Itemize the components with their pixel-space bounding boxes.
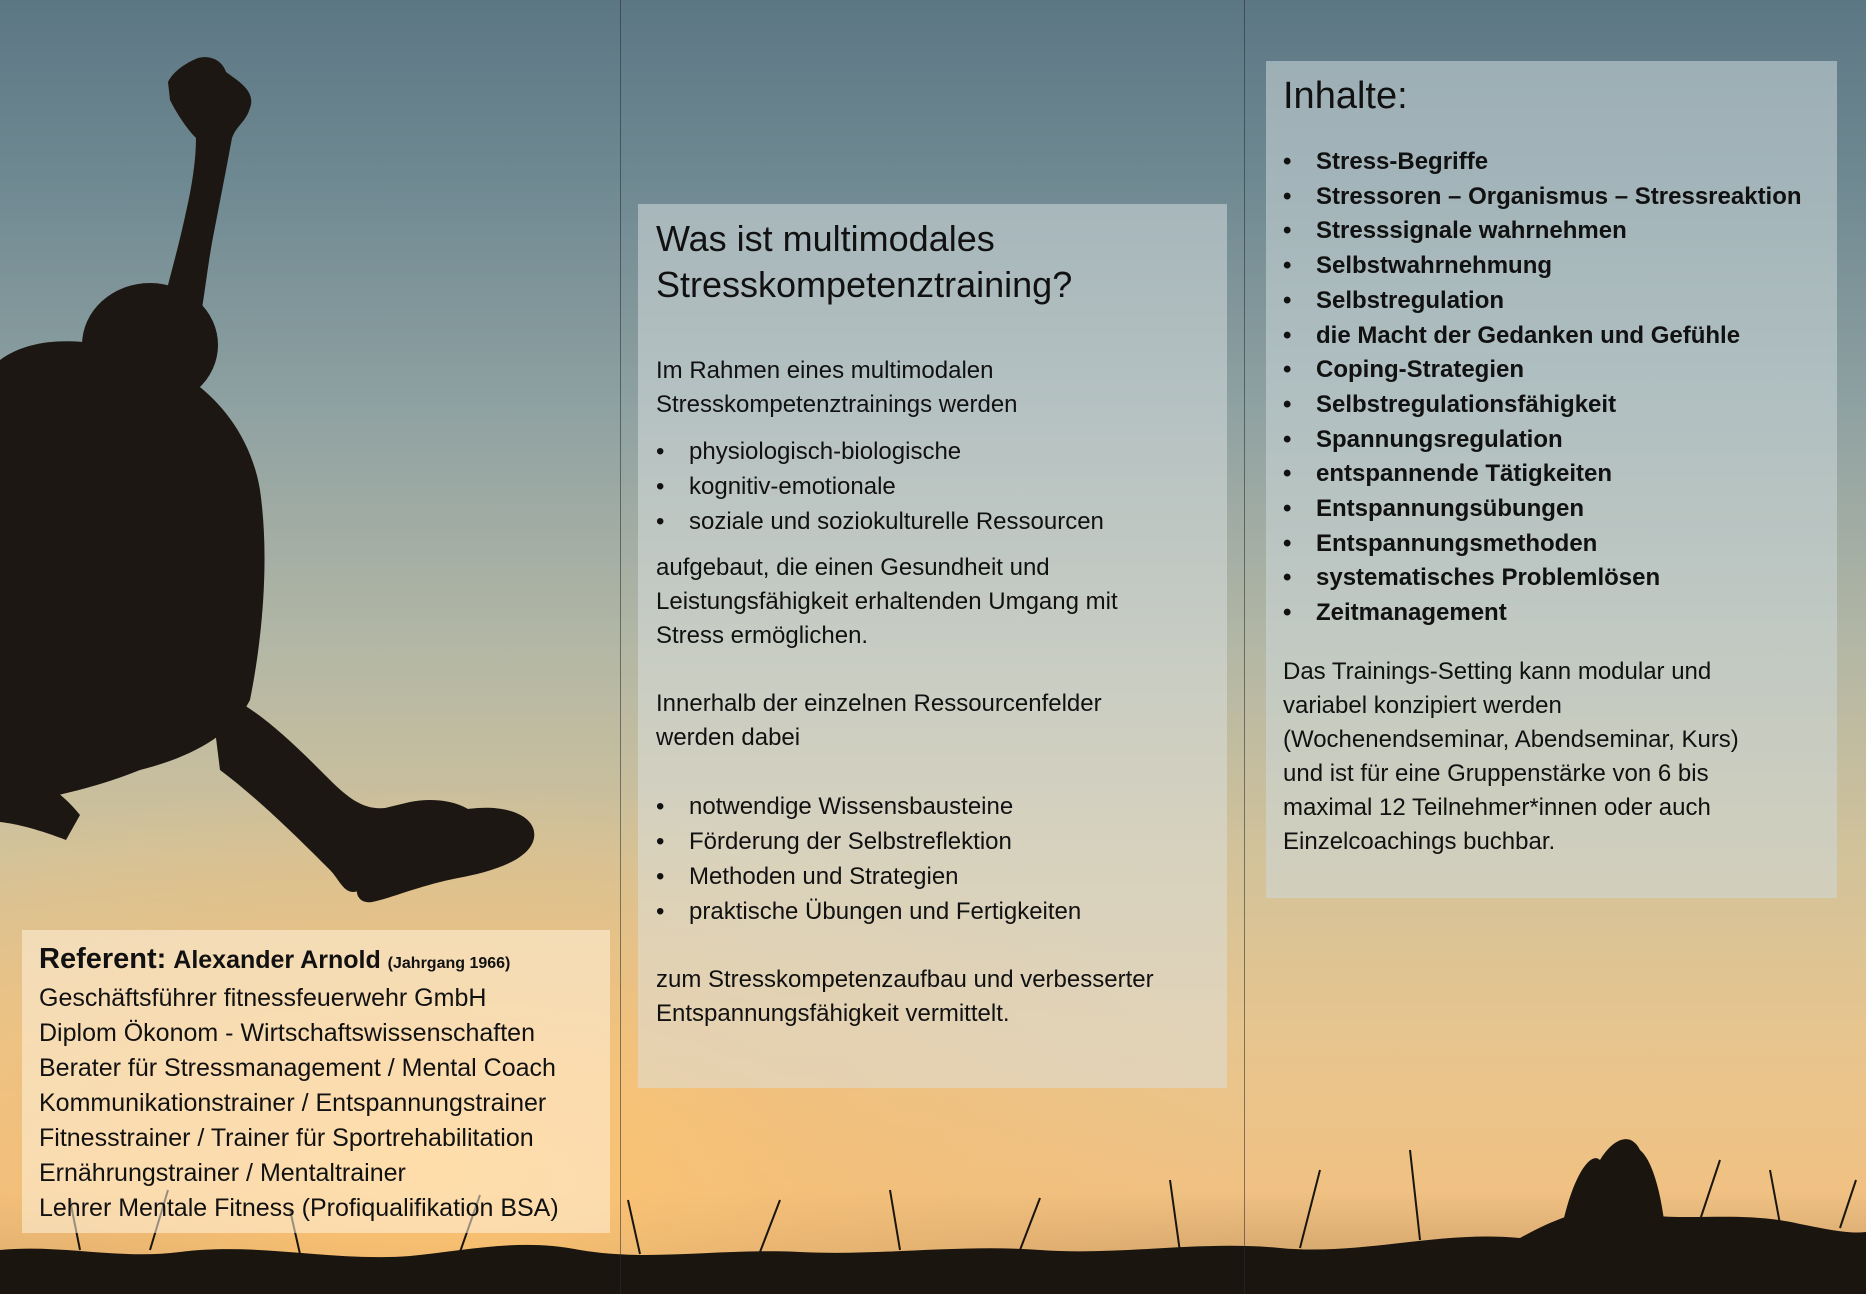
- list-item: • Entspannungsübungen: [1283, 492, 1820, 527]
- panel-referent: [22, 930, 610, 1233]
- middle-heading: [656, 216, 1209, 308]
- list-item: • Entspannungsmethoden: [1283, 527, 1820, 562]
- list-item: • Zeitmanagement: [1283, 596, 1820, 631]
- referent-header: [39, 942, 593, 981]
- within-text: [656, 687, 1209, 755]
- text-line: Stresskompetenztrainings werden: [656, 391, 1018, 418]
- list-item: • entspannende Tätigkeiten: [1283, 457, 1820, 492]
- text-line: werden dabei: [656, 724, 801, 751]
- list-item: • notwendige Wissensbausteine: [656, 789, 1209, 824]
- resources-list: [656, 434, 1209, 539]
- referent-label: Referent:: [39, 943, 167, 975]
- list-item: • die Macht der Gedanken und Gefühle: [1283, 319, 1820, 354]
- modules-list: [656, 789, 1209, 929]
- text-line: aufgebaut, die einen Gesundheit und: [656, 554, 1050, 581]
- text-line: variabel konzipiert werden: [1283, 691, 1562, 719]
- list-item: • kognitiv-emotionale: [656, 469, 1209, 504]
- referent-qualification: Fitnesstrainer / Trainer für Sportrehabilitation: [39, 1124, 534, 1152]
- list-item: • praktische Übungen und Fertigkeiten: [656, 894, 1209, 929]
- panel-contents: [1266, 61, 1837, 898]
- list-item: • physiologisch-biologische: [656, 434, 1209, 469]
- heading-line: Stresskompetenztraining?: [656, 264, 1073, 305]
- intro-text: [656, 354, 1209, 422]
- fold-line-left: [620, 0, 621, 1294]
- list-item: • Stress-Begriffe: [1283, 145, 1820, 180]
- list-item: • Stresssignale wahrnehmen: [1283, 214, 1820, 249]
- fold-line-right: [1244, 0, 1245, 1294]
- text-line: zum Stresskompetenzaufbau und verbesserter: [656, 966, 1154, 993]
- text-line: und ist für eine Gruppenstärke von 6 bis: [1283, 759, 1709, 787]
- list-item: • Coping-Strategien: [1283, 353, 1820, 388]
- list-item: • Spannungsregulation: [1283, 423, 1820, 458]
- list-item: • soziale und soziokulturelle Ressourcen: [656, 504, 1209, 539]
- contents-list: [1283, 145, 1820, 631]
- built-text: [656, 551, 1209, 653]
- contents-heading: Inhalte:: [1283, 75, 1408, 117]
- referent-qualification: Lehrer Mentale Fitness (Profiqualifikation BSA): [39, 1194, 559, 1222]
- list-item: • Stressoren – Organismus – Stressreaktion: [1283, 180, 1820, 215]
- referent-qualification: Diplom Ökonom - Wirtschaftswissenschaften: [39, 1019, 535, 1047]
- text-line: Stress ermöglichen.: [656, 622, 869, 649]
- list-item: • Selbstregulation: [1283, 284, 1820, 319]
- text-line: Im Rahmen eines multimodalen: [656, 357, 994, 384]
- list-item: • systematisches Problemlösen: [1283, 561, 1820, 596]
- list-item: • Selbstregulationsfähigkeit: [1283, 388, 1820, 423]
- referent-qualification: Berater für Stressmanagement / Mental Coach: [39, 1054, 556, 1082]
- referent-qualification: Kommunikationstrainer / Entspannungstrainer: [39, 1089, 547, 1117]
- referent-name: Alexander Arnold: [173, 946, 381, 974]
- text-line: Innerhalb der einzelnen Ressourcenfelder: [656, 690, 1102, 717]
- referent-year: (Jahrgang 1966): [387, 955, 511, 972]
- text-line: Leistungsfähigkeit erhaltenden Umgang mit: [656, 588, 1118, 615]
- list-item: • Methoden und Strategien: [656, 859, 1209, 894]
- referent-qualification: Geschäftsführer fitnessfeuerwehr GmbH: [39, 984, 487, 1012]
- text-line: maximal 12 Teilnehmer*innen oder auch: [1283, 793, 1711, 821]
- closing-text: [656, 963, 1209, 1031]
- text-line: (Wochenendseminar, Abendseminar, Kurs): [1283, 725, 1739, 753]
- panel-multimodal-training: [638, 204, 1227, 1088]
- text-line: Das Trainings-Setting kann modular und: [1283, 657, 1712, 685]
- list-item: • Förderung der Selbstreflektion: [656, 824, 1209, 859]
- text-line: Einzelcoachings buchbar.: [1283, 827, 1556, 855]
- list-item: • Selbstwahrnehmung: [1283, 249, 1820, 284]
- heading-line: Was ist multimodales: [656, 218, 995, 259]
- referent-qualification: Ernährungstrainer / Mentaltrainer: [39, 1159, 406, 1187]
- text-line: Entspannungsfähigkeit vermittelt.: [656, 1000, 1010, 1027]
- setting-text: [1283, 655, 1820, 859]
